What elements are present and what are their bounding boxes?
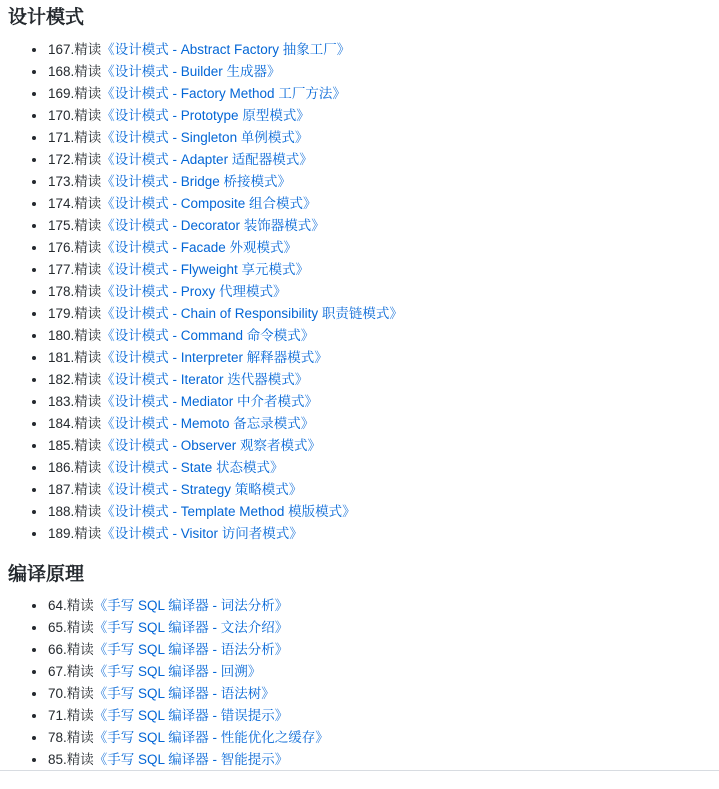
item-index: 64. — [48, 598, 67, 614]
article-link[interactable]: 《手写 SQL 编译器 - 语法树》 — [93, 686, 275, 702]
list-item — [0, 749, 719, 771]
item-prefix: 精读 — [74, 41, 102, 57]
article-link[interactable]: 《设计模式 - Template Method 模版模式》 — [101, 503, 356, 519]
section-heading: 设计模式 — [8, 7, 85, 28]
item-prefix: 精读 — [74, 107, 102, 123]
article-link[interactable]: 《设计模式 - Composite 组合模式》 — [101, 195, 317, 211]
item-index: 170. — [48, 107, 75, 123]
item-prefix: 精读 — [74, 415, 102, 431]
item-index: 182. — [48, 371, 75, 387]
article-link[interactable]: 《设计模式 - Iterator 迭代器模式》 — [101, 371, 309, 387]
item-prefix: 精读 — [74, 63, 102, 79]
item-index: 175. — [48, 217, 75, 233]
article-link[interactable]: 《设计模式 - Strategy 策略模式》 — [101, 481, 303, 497]
article-link[interactable]: 《设计模式 - Flyweight 享元模式》 — [101, 261, 310, 277]
item-prefix: 精读 — [66, 686, 94, 702]
item-index: 186. — [48, 459, 75, 475]
item-prefix: 精读 — [74, 525, 102, 541]
list-item — [0, 457, 719, 479]
list-item — [0, 39, 719, 61]
list-item — [0, 705, 719, 727]
item-prefix: 精读 — [74, 305, 102, 321]
list-item — [0, 661, 719, 683]
section-heading: 编译原理 — [8, 563, 85, 585]
article-link[interactable]: 《手写 SQL 编译器 - 语法分析》 — [93, 642, 289, 658]
item-index: 70. — [48, 686, 67, 702]
list-item — [0, 413, 719, 435]
item-index: 67. — [48, 664, 67, 680]
item-prefix: 精读 — [66, 708, 94, 724]
item-prefix: 精读 — [66, 664, 94, 680]
item-index: 180. — [48, 327, 75, 343]
article-link[interactable]: 《手写 SQL 编译器 - 智能提示》 — [93, 752, 289, 768]
item-index: 184. — [48, 415, 75, 431]
list-item — [0, 617, 719, 639]
article-link[interactable]: 《设计模式 - Mediator 中介者模式》 — [101, 393, 319, 409]
item-prefix: 精读 — [74, 283, 102, 299]
item-prefix: 精读 — [74, 437, 102, 453]
item-index: 167. — [48, 41, 75, 57]
list-item — [0, 523, 719, 545]
document-section — [0, 563, 719, 772]
item-index: 65. — [48, 620, 67, 636]
list-item — [0, 325, 719, 347]
item-prefix: 精读 — [74, 503, 102, 519]
item-index: 168. — [48, 63, 75, 79]
item-prefix: 精读 — [74, 349, 102, 365]
article-link[interactable]: 《设计模式 - Interpreter 解释器模式》 — [101, 349, 328, 365]
article-list — [0, 595, 719, 771]
item-prefix: 精读 — [66, 598, 94, 614]
list-item — [0, 259, 719, 281]
article-link[interactable]: 《设计模式 - Command 命令模式》 — [101, 327, 315, 343]
list-item — [0, 501, 719, 523]
item-prefix: 精读 — [74, 481, 102, 497]
item-prefix: 精读 — [66, 642, 94, 658]
article-link[interactable]: 《设计模式 - Memoto 备忘录模式》 — [101, 415, 315, 431]
article-link[interactable]: 《设计模式 - Factory Method 工厂方法》 — [101, 85, 346, 101]
bottom-divider — [0, 770, 719, 771]
item-index: 174. — [48, 195, 75, 211]
article-link[interactable]: 《设计模式 - State 状态模式》 — [101, 459, 284, 475]
list-item — [0, 127, 719, 149]
article-link[interactable]: 《设计模式 - Adapter 适配器模式》 — [101, 151, 313, 167]
item-prefix: 精读 — [74, 327, 102, 343]
item-index: 181. — [48, 349, 75, 365]
list-item — [0, 639, 719, 661]
article-link[interactable]: 《设计模式 - Builder 生成器》 — [101, 63, 281, 79]
list-item — [0, 281, 719, 303]
list-item — [0, 391, 719, 413]
item-index: 183. — [48, 393, 75, 409]
item-prefix: 精读 — [74, 459, 102, 475]
item-index: 169. — [48, 85, 75, 101]
item-index: 188. — [48, 503, 75, 519]
item-prefix: 精读 — [74, 85, 102, 101]
list-item — [0, 237, 719, 259]
item-index: 187. — [48, 481, 75, 497]
article-link[interactable]: 《手写 SQL 编译器 - 词法分析》 — [93, 598, 289, 614]
article-link[interactable]: 《设计模式 - Facade 外观模式》 — [101, 239, 298, 255]
item-index: 171. — [48, 129, 75, 145]
article-link[interactable]: 《设计模式 - Singleton 单例模式》 — [101, 129, 309, 145]
list-item — [0, 369, 719, 391]
article-link[interactable]: 《手写 SQL 编译器 - 回溯》 — [93, 664, 262, 680]
list-item — [0, 347, 719, 369]
item-prefix: 精读 — [74, 129, 102, 145]
item-index: 185. — [48, 437, 75, 453]
item-index: 179. — [48, 305, 75, 321]
list-item — [0, 435, 719, 457]
item-prefix: 精读 — [74, 261, 102, 277]
item-index: 176. — [48, 239, 75, 255]
item-prefix: 精读 — [74, 393, 102, 409]
article-link[interactable]: 《设计模式 - Observer 观察者模式》 — [101, 437, 322, 453]
article-link[interactable]: 《手写 SQL 编译器 - 错误提示》 — [93, 708, 289, 724]
list-item — [0, 171, 719, 193]
item-index: 85. — [48, 752, 67, 768]
item-prefix: 精读 — [66, 620, 94, 636]
list-item — [0, 595, 719, 617]
article-list — [0, 39, 719, 545]
item-prefix: 精读 — [74, 151, 102, 167]
item-prefix: 精读 — [74, 217, 102, 233]
item-index: 78. — [48, 730, 67, 746]
item-index: 71. — [48, 708, 67, 724]
list-item — [0, 727, 719, 749]
list-item — [0, 105, 719, 127]
list-item — [0, 149, 719, 171]
article-link[interactable]: 《设计模式 - Abstract Factory 抽象工厂》 — [101, 41, 351, 57]
article-link[interactable]: 《设计模式 - Decorator 装饰器模式》 — [101, 217, 325, 233]
article-link[interactable]: 《设计模式 - Chain of Responsibility 职责链模式》 — [101, 305, 403, 321]
item-prefix: 精读 — [66, 730, 94, 746]
list-item — [0, 193, 719, 215]
document-section — [0, 6, 719, 545]
sections-container — [0, 6, 719, 771]
item-prefix: 精读 — [74, 371, 102, 387]
list-item — [0, 303, 719, 325]
article-link[interactable]: 《设计模式 - Bridge 桥接模式》 — [101, 173, 292, 189]
item-index: 172. — [48, 151, 75, 167]
item-index: 189. — [48, 525, 75, 541]
list-item — [0, 215, 719, 237]
list-item — [0, 683, 719, 705]
item-prefix: 精读 — [74, 239, 102, 255]
item-index: 66. — [48, 642, 67, 658]
article-link[interactable]: 《设计模式 - Prototype 原型模式》 — [101, 107, 310, 123]
item-prefix: 精读 — [74, 173, 102, 189]
article-link[interactable]: 《手写 SQL 编译器 - 文法介绍》 — [93, 620, 289, 636]
item-prefix: 精读 — [74, 195, 102, 211]
list-item — [0, 479, 719, 501]
article-link[interactable]: 《设计模式 - Proxy 代理模式》 — [101, 283, 287, 299]
list-item — [0, 61, 719, 83]
item-prefix: 精读 — [66, 752, 94, 768]
article-link[interactable]: 《设计模式 - Visitor 访问者模式》 — [101, 525, 303, 541]
list-item — [0, 83, 719, 105]
article-link[interactable]: 《手写 SQL 编译器 - 性能优化之缓存》 — [93, 730, 329, 746]
item-index: 178. — [48, 283, 75, 299]
item-index: 173. — [48, 173, 75, 189]
item-index: 177. — [48, 261, 75, 277]
